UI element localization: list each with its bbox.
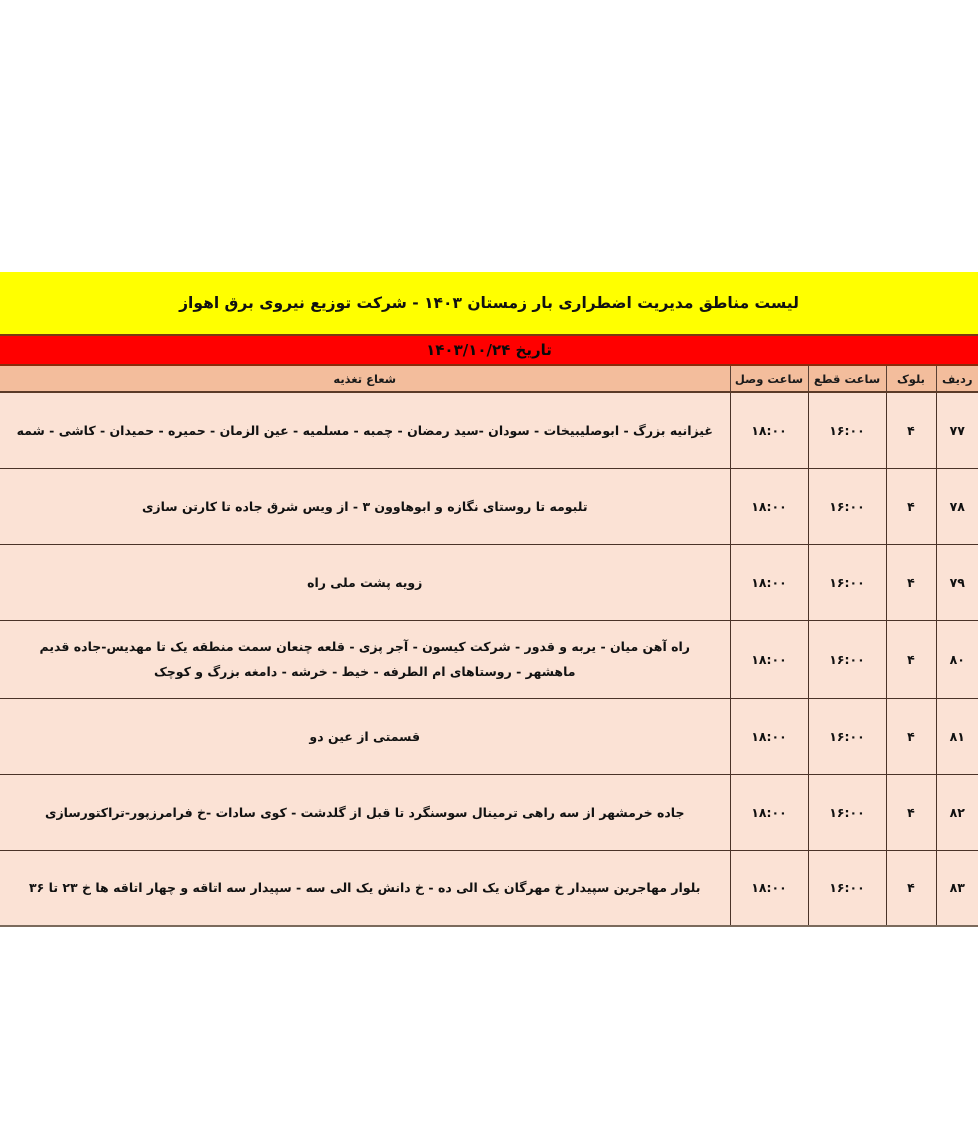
cell-ghat: ۱۶:۰۰ <box>808 392 886 468</box>
cell-shoa: بلوار مهاجرین سپیدار خ مهرگان یک الی ده - خ دانش یک الی سه - سپیدار سه اتاقه و چهار اتاقه ها خ ۲۳ تا ۳۶ <box>0 850 730 926</box>
cell-vasl: ۱۸:۰۰ <box>730 544 808 620</box>
outage-document <box>0 272 978 927</box>
outage-table <box>0 366 978 927</box>
table-row <box>0 850 978 926</box>
cell-radif: ۷۷ <box>936 392 978 468</box>
cell-radif: ۸۲ <box>936 774 978 850</box>
column-header-vasl: ساعت وصل <box>730 366 808 392</box>
cell-blok: ۴ <box>886 544 936 620</box>
column-header-blok: بلوک <box>886 366 936 392</box>
cell-ghat: ۱۶:۰۰ <box>808 544 886 620</box>
cell-ghat: ۱۶:۰۰ <box>808 850 886 926</box>
table-row <box>0 774 978 850</box>
cell-vasl: ۱۸:۰۰ <box>730 392 808 468</box>
cell-ghat: ۱۶:۰۰ <box>808 774 886 850</box>
table-row <box>0 468 978 544</box>
table-row <box>0 392 978 468</box>
cell-shoa: غیزانیه بزرگ - ابوصلیبیخات - سودان -سید رمضان - چمبه - مسلمیه - عین الزمان - حمیره - حمیدان - کاشی - شمه <box>0 392 730 468</box>
cell-blok: ۴ <box>886 698 936 774</box>
cell-vasl: ۱۸:۰۰ <box>730 698 808 774</box>
cell-radif: ۸۰ <box>936 620 978 698</box>
cell-shoa: تلبومه تا روستای نگازه و ابوهاوون ۳ - از ویس شرق جاده تا کارتن سازی <box>0 468 730 544</box>
cell-radif: ۸۳ <box>936 850 978 926</box>
page-title: لیست مناطق مدیریت اضطراری بار زمستان ۱۴۰۳ - شرکت توزیع نیروی برق اهواز <box>179 294 799 312</box>
column-header-ghat: ساعت قطع <box>808 366 886 392</box>
cell-blok: ۴ <box>886 850 936 926</box>
cell-blok: ۴ <box>886 392 936 468</box>
title-banner <box>0 272 978 336</box>
cell-vasl: ۱۸:۰۰ <box>730 774 808 850</box>
date-banner <box>0 336 978 366</box>
cell-radif: ۷۹ <box>936 544 978 620</box>
cell-radif: ۸۱ <box>936 698 978 774</box>
cell-shoa: قسمتی از عین دو <box>0 698 730 774</box>
cell-vasl: ۱۸:۰۰ <box>730 620 808 698</box>
cell-blok: ۴ <box>886 774 936 850</box>
table-body <box>0 392 978 926</box>
table-row <box>0 544 978 620</box>
column-header-shoa: شعاع تغذیه <box>0 366 730 392</box>
cell-blok: ۴ <box>886 468 936 544</box>
cell-radif: ۷۸ <box>936 468 978 544</box>
date-label: تاریخ ۱۴۰۳/۱۰/۲۴ <box>426 341 552 359</box>
cell-ghat: ۱۶:۰۰ <box>808 620 886 698</box>
column-header-radif: ردیف <box>936 366 978 392</box>
cell-shoa: زویه پشت ملی راه <box>0 544 730 620</box>
cell-ghat: ۱۶:۰۰ <box>808 468 886 544</box>
cell-vasl: ۱۸:۰۰ <box>730 468 808 544</box>
cell-blok: ۴ <box>886 620 936 698</box>
cell-shoa: جاده خرمشهر از سه راهی ترمینال سوسنگرد تا قبل از گلدشت - کوی سادات -خ فرامرزپور-تراکتورسازی <box>0 774 730 850</box>
table-header-row <box>0 366 978 392</box>
cell-shoa: راه آهن میان - یربه و قدور - شرکت کیسون - آجر پزی - قلعه چنعان سمت منطقه یک تا مهدیس-جاده قدیم ماهشهر - روستاهای ام الطرفه - خیط - خرشه - دامغه بزرگ و کوچک <box>0 620 730 698</box>
cell-vasl: ۱۸:۰۰ <box>730 850 808 926</box>
cell-ghat: ۱۶:۰۰ <box>808 698 886 774</box>
table-row <box>0 698 978 774</box>
table-row <box>0 620 978 698</box>
